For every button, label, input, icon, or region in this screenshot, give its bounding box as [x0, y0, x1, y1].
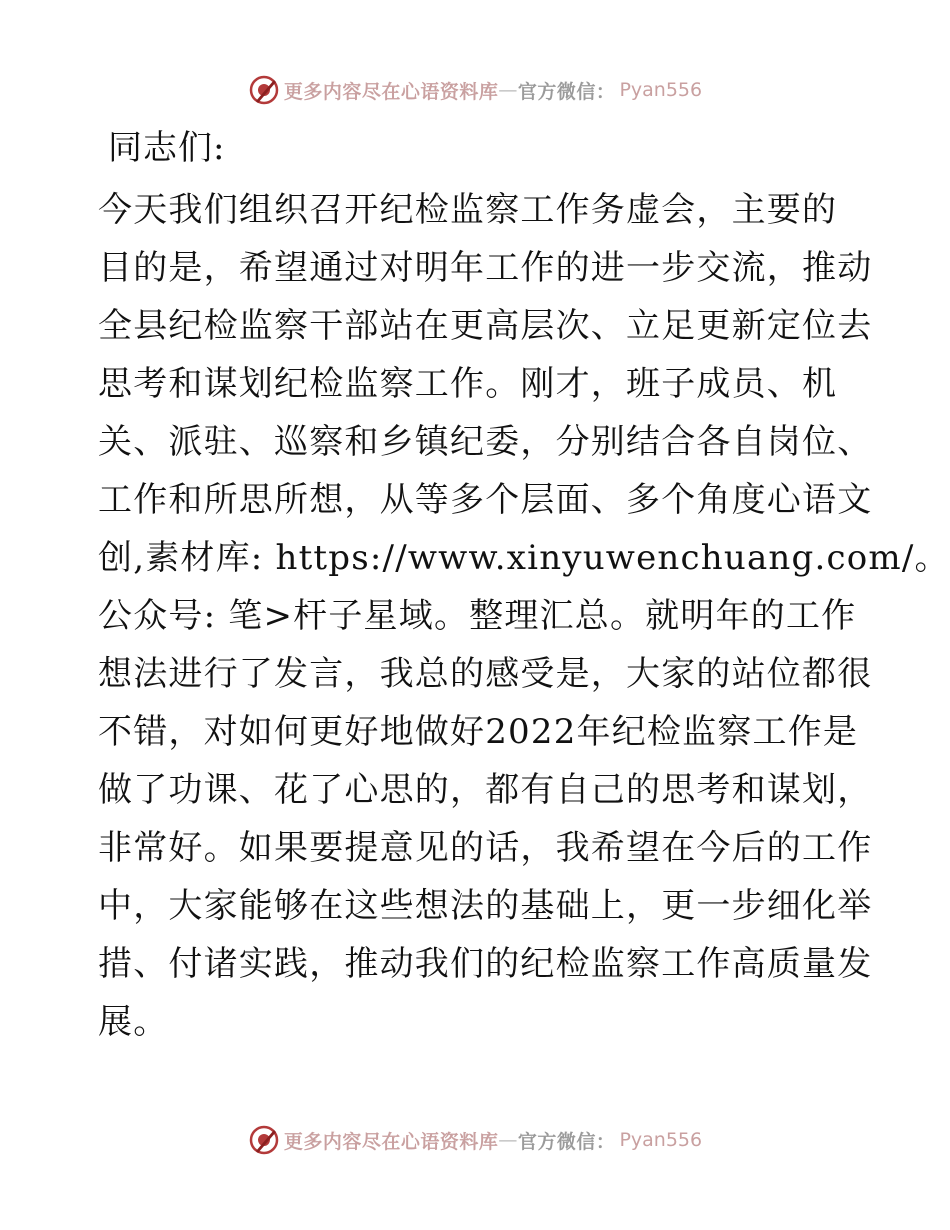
- pen-logo-icon: [248, 74, 280, 106]
- text-line: 创,素材库: https://www.xinyuwenchuang.com/。: [98, 538, 950, 578]
- watermark-official-label: 官方微信：: [517, 1130, 616, 1153]
- text-line: 思考和谋划纪检监察工作。刚才，班子成员、机: [98, 364, 838, 404]
- text-line: 中，大家能够在这些想法的基础上，更一步细化举: [98, 886, 873, 926]
- paragraph: [98, 181, 950, 1051]
- text-line: 关、派驻、巡察和乡镇纪委，分别结合各自岗位、: [98, 422, 873, 462]
- text-line: 展。: [98, 1002, 169, 1042]
- watermark-wechat-id: Pyan556: [619, 1129, 703, 1151]
- pen-logo-icon: [248, 1124, 280, 1156]
- text-line: 措、付诸实践，推动我们的纪检监察工作高质量发: [98, 944, 873, 984]
- text-line: 公众号: 笔>杆子星域。整理汇总。就明年的工作: [98, 596, 857, 636]
- watermark-wechat-id: Pyan556: [619, 79, 703, 101]
- text-line: 今天我们组织召开纪检监察工作务虚会，主要的: [98, 190, 838, 230]
- watermark-brand: 更多内容尽在心语资料库: [283, 80, 499, 103]
- watermark-brand: 更多内容尽在心语资料库: [283, 1130, 499, 1153]
- text-line: 做了功课、花了心思的，都有自己的思考和谋划，: [98, 770, 873, 810]
- document-body: [98, 125, 950, 1051]
- text-line: 不错，对如何更好地做好2022年纪检监察工作是: [98, 712, 859, 752]
- watermark-official-label: 官方微信：: [517, 80, 616, 103]
- text-line: 目的是，希望通过对明年工作的进一步交流，推动: [98, 248, 873, 288]
- text-line: 工作和所思所想，从等多个层面、多个角度心语文: [98, 480, 873, 520]
- watermark-dash: —: [498, 1129, 518, 1151]
- text-line: 非常好。如果要提意见的话，我希望在今后的工作: [98, 828, 873, 868]
- text-line: 全县纪检监察干部站在更高层次、立足更新定位去: [98, 306, 873, 346]
- watermark-dash: —: [498, 79, 518, 101]
- greeting: 同志们:: [108, 128, 226, 168]
- footer-watermark: [0, 1120, 950, 1160]
- header-watermark: [0, 70, 950, 110]
- text-line: 想法进行了发言，我总的感受是，大家的站位都很: [98, 654, 873, 694]
